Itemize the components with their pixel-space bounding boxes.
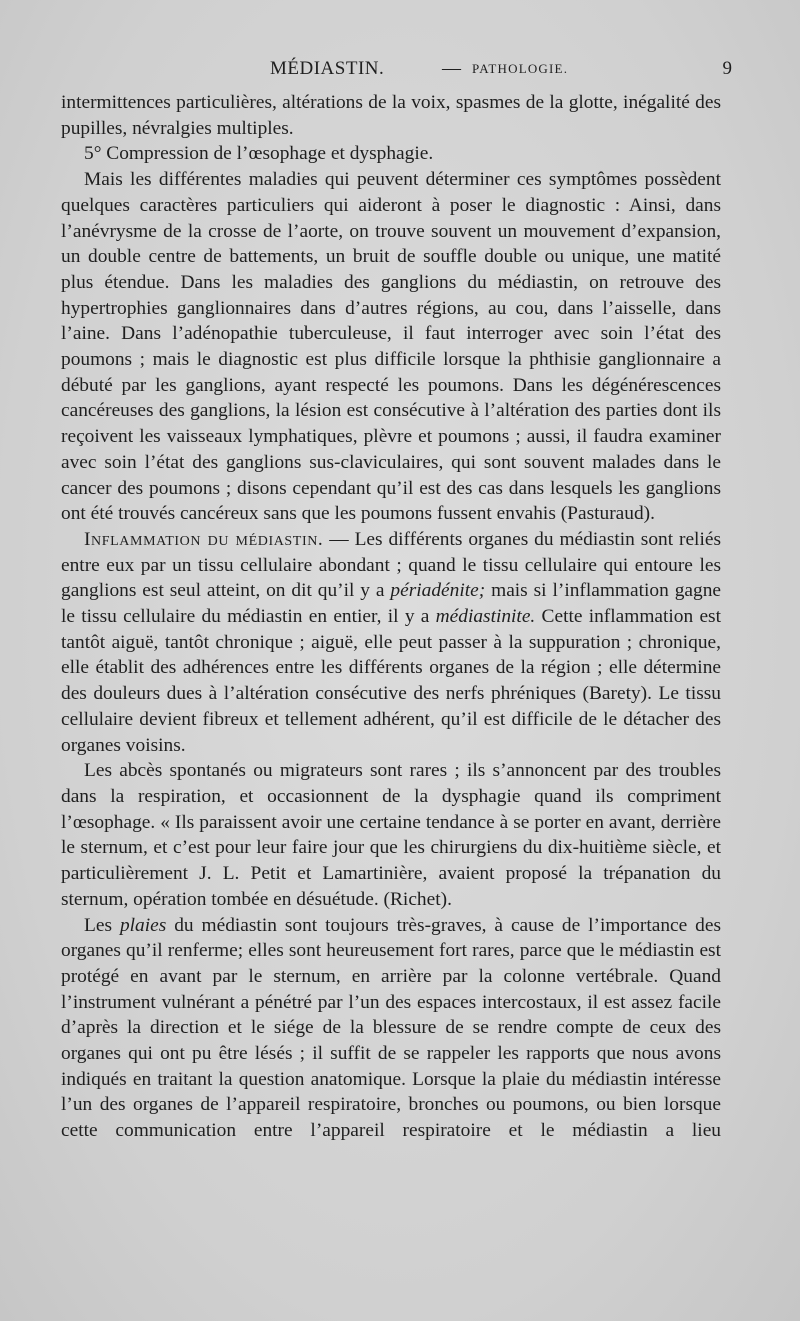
paragraph-diagnostic: Mais les différentes maladies qui peuvent déterminer ces symptômes possèdent quelques caractères particuliers qui aideront à poser le diagnostic : Ainsi, dans l’anévrysme de la crosse de l’aorte, on trouve souvent un mouvement d’expansion, un double centre de battements, un bruit de souffle double ou unique, une matité plus étendue. Dans les maladies des ganglions du médiastin, on retrouve des hypertrophies ganglionnaires dans d’autres régions, au cou, dans l’aisselle, dans l’aine. Dans l’adénopathie tuberculeuse, il faut interroger avec soin l’état des poumons ; mais le diagnostic est plus difficile lorsque la phthisie ganglionnaire a débuté par les ganglions, ayant respecté les poumons. Dans les dégénérescences cancéreuses des ganglions, la lésion est consécutive à l’altération des parties dont ils reçoivent les vaisseaux lymphatiques, plèvre et poumons ; aussi, il faudra examiner avec soin l’état des ganglions sus-claviculaires, qui sont souvent malades dans le cancer des poumons ; disons cependant qu’il est des cas dans lesquels les ganglions ont été trouvés cancéreux sans que les poumons fussent envahis (Pasturaud). <box>61 169 721 525</box>
inflammation-text-2: mais si l’inflammation gagne le tissu cellulaire du médiastin en entier, il y a <box>61 580 721 628</box>
paragraph-inflammation <box>61 527 721 758</box>
running-head <box>60 58 732 88</box>
section-heading-inflammation: Inflammation du médiastin. <box>84 528 324 550</box>
running-head-title: MÉDIASTIN. <box>270 58 385 79</box>
plaies-text-1: Les <box>84 914 120 936</box>
term-mediastinite: médiastinite. <box>435 606 536 628</box>
plaies-text-2: du médiastin sont toujours très-graves, à cause de l’importance des organes qu’il renferme; elles sont heureusement fort rares, parce que le médiastin est protégé en avant par le sternum, en arrière par la colonne vertébrale. Quand l’instrument vulnérant a pénétré par l’un des espaces intercostaux, il est assez facile d’après la direction et le siége de la blessure de se rendre compte de ceux des organes qui ont pu être lésés ; il suffit de se rappeler les rapports que nous avons indiqués en traitant la question anatomique. Lorsque la plaie du médiastin intéresse l’un des organes de l’appareil respiratoire, bronches ou poumons, ou bien lorsque cette communication entre l’appareil respiratoire et le médiastin a lieu <box>61 914 721 1142</box>
running-head-separator: — <box>442 58 461 79</box>
inflammation-text-1: Les différents organes du médiastin sont reliés entre eux par un tissu cellulaire abondant ; quand le tissu cellulaire qui entoure les ganglions est seul atteint, on dit qu’il y a <box>61 528 721 602</box>
paragraph-item-5: 5° Compression de l’œsophage et dysphagie. <box>84 143 434 165</box>
term-plaies: plaies <box>119 914 167 936</box>
paragraph-plaies <box>61 913 721 1144</box>
body-text <box>61 90 721 1144</box>
heading-dash: — <box>323 528 355 550</box>
paragraph-continuation: intermittences particulières, altérations de la voix, spasmes de la glotte, inégalité des pupilles, névralgies multiples. <box>61 92 721 139</box>
paragraph-abces: Les abcès spontanés ou migrateurs sont rares ; ils s’annoncent par des troubles dans la respiration, et occasionnent de la dysphagie quand ils compriment l’œsophage. « Ils paraissent avoir une certaine tendance à se porter en avant, derrière le sternum, et c’est pour leur faire jour que les chirurgiens du dix-huitième siècle, et particulièrement J. L. Petit et Lamartinière, avaient proposé la trépanation du sternum, opération tombée en désuétude. (Richet). <box>61 760 721 910</box>
inflammation-text-3: Cette inflammation est tantôt aiguë, tantôt chronique ; aiguë, elle peut passer à la suppuration ; chronique, elle établit des adhérences entre les différents organes de la région ; elle détermine des douleurs dues à l’altération consécutive des nerfs phréniques (Barety). Le tissu cellulaire devient fibreux et tellement adhérent, qu’il est difficile de le détacher des organes voisins. <box>61 606 721 756</box>
running-head-subtitle: PATHOLOGIE. <box>472 61 569 76</box>
page-number: 9 <box>722 58 732 79</box>
term-periadenite: périadénite; <box>390 580 486 602</box>
